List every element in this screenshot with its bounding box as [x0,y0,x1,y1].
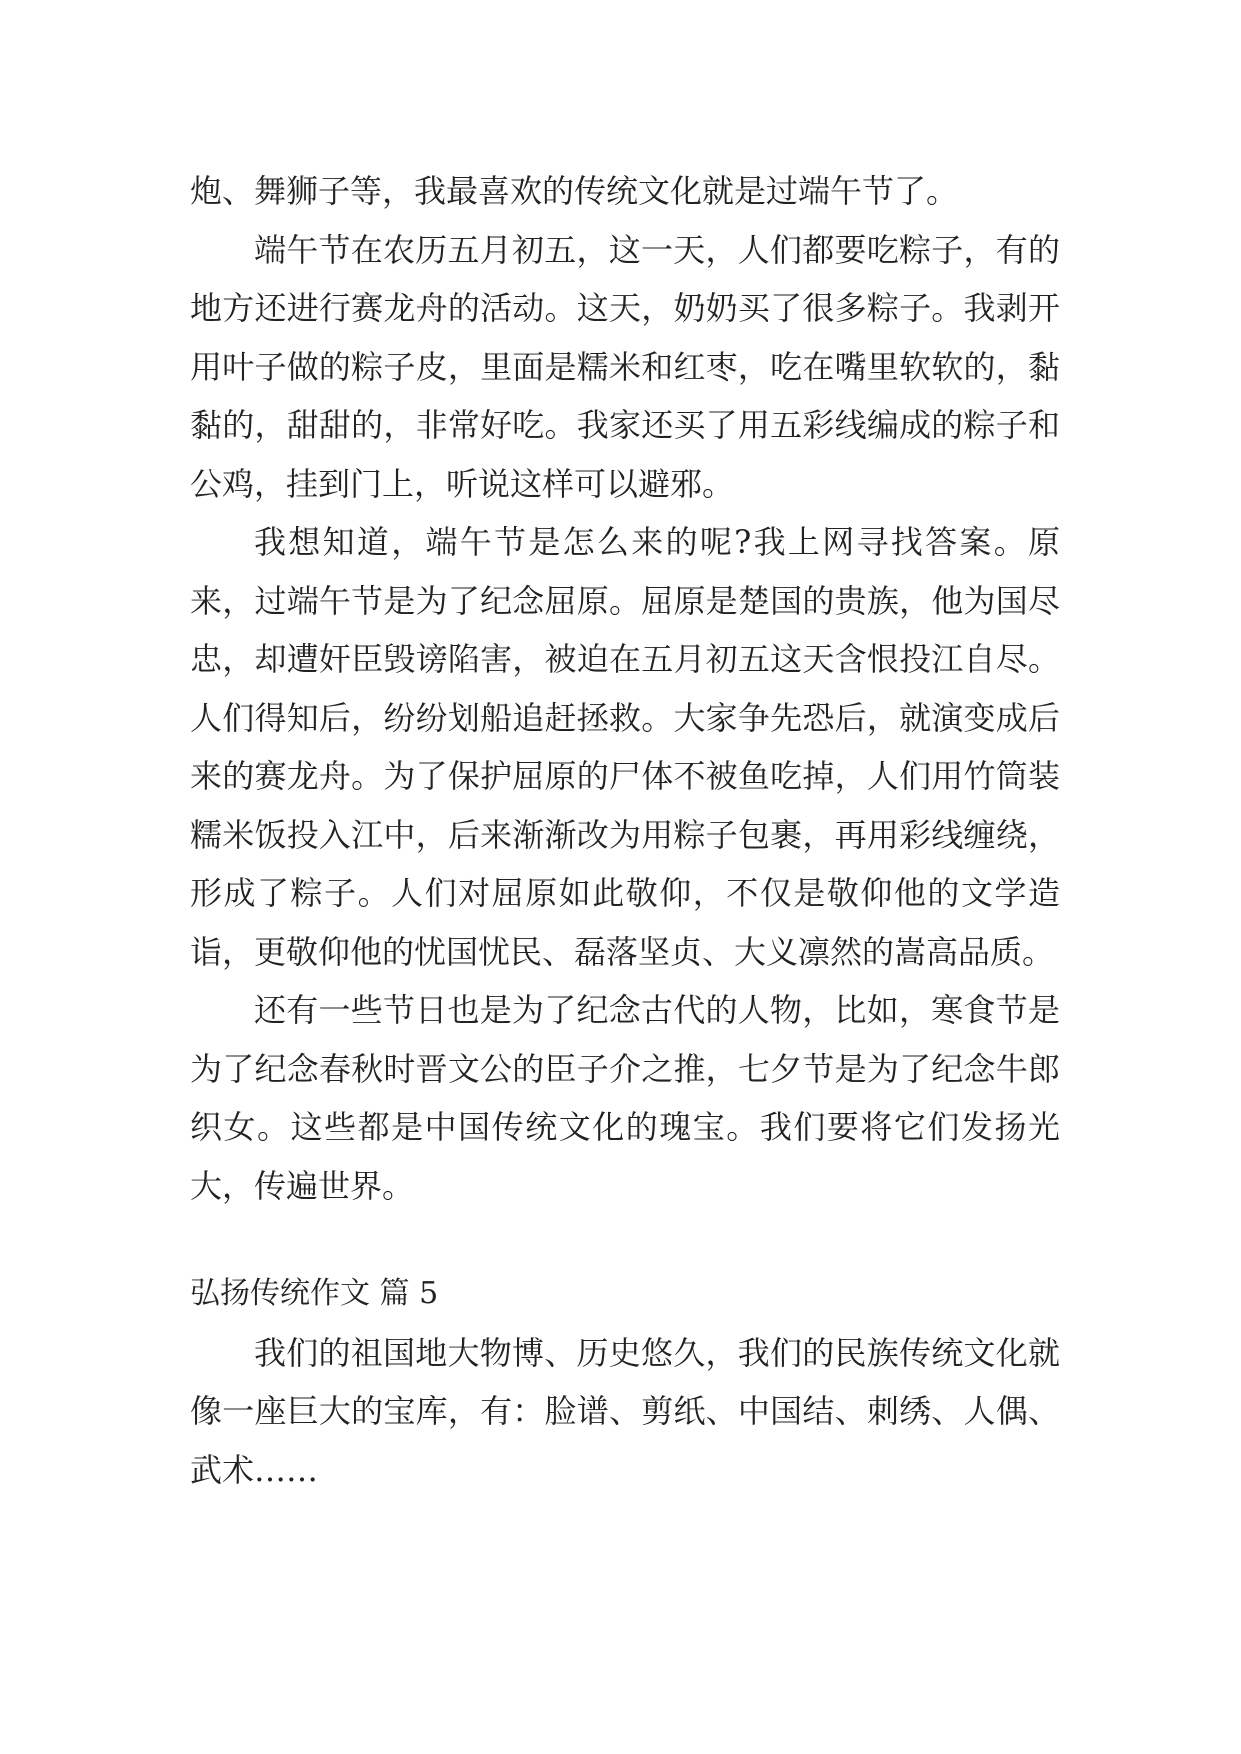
paragraph-dragon-boat-festival: 端午节在农历五月初五，这一天，人们都要吃粽子，有的地方还进行赛龙舟的活动。这天，奶奶买了很多粽子。我剥开用叶子做的粽子皮，里面是糯米和红枣，吃在嘴里软软的，黏黏的，甜甜的，非常好吃。我家还买了用五彩线编成的粽子和公鸡，挂到门上，听说这样可以避邪。 [190,230,1060,503]
section-heading: 弘扬传统作文 篇 5 [190,1276,439,1311]
document-body [190,162,1060,1499]
paragraph-section-intro: 我们的祖国地大物博、历史悠久，我们的民族传统文化就像一座巨大的宝库，有：脸谱、剪纸、中国结、刺绣、人偶、武术…… [190,1333,1060,1489]
paragraph-qu-yuan-story: 我想知道，端午节是怎么来的呢?我上网寻找答案。原来，过端午节是为了纪念屈原。屈原是楚国的贵族，他为国尽忠，却遭奸臣毁谤陷害，被迫在五月初五这天含恨投江自尽。人们得知后，纷纷划船追赶拯救。大家争先恐后，就演变成后来的赛龙舟。为了保护屈原的尸体不被鱼吃掉，人们用竹筒装糯米饭投入江中，后来渐渐改为用粽子包裹，再用彩线缠绕，形成了粽子。人们对屈原如此敬仰，不仅是敬仰他的文学造诣，更敬仰他的忧国忧民、磊落坚贞、大义凛然的嵩高品质。 [190,523,1060,971]
paragraph-other-festivals: 还有一些节日也是为了纪念古代的人物，比如，寒食节是为了纪念春秋时晋文公的臣子介之推，七夕节是为了纪念牛郎织女。这些都是中国传统文化的瑰宝。我们要将它们发扬光大，传遍世界。 [190,991,1060,1205]
paragraph-continued: 炮、舞狮子等，我最喜欢的传统文化就是过端午节了。 [190,172,959,210]
